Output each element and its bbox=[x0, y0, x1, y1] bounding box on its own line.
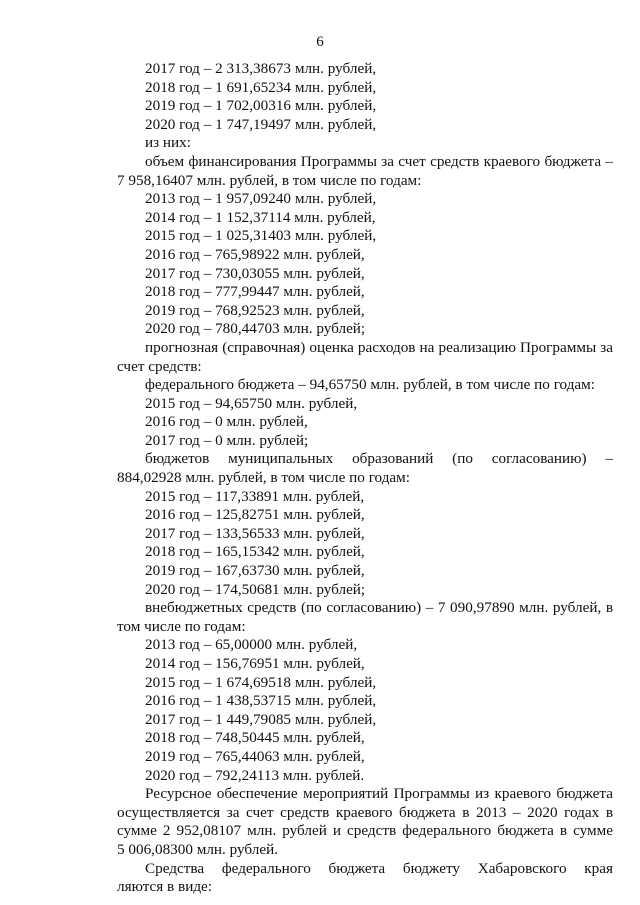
text-line: 2013 год – 65,00000 млн. рублей, bbox=[145, 636, 358, 654]
page-number: 6 bbox=[316, 34, 324, 50]
text-line: 2016 год – 0 млн. рублей, bbox=[145, 413, 308, 431]
text-line: 2018 год – 748,50445 млн. рублей, bbox=[145, 729, 365, 747]
text-line: 7 958,16407 млн. рублей, в том числе по годам: bbox=[117, 171, 422, 189]
text-line: том числе по годам: bbox=[117, 617, 246, 635]
text-line: Средства федерального бюджета бюджету Хабаровского края bbox=[145, 859, 613, 877]
text-line: счет средств: bbox=[117, 357, 202, 375]
text-line: 2015 год – 117,33891 млн. рублей, bbox=[145, 487, 365, 505]
text-line: Ресурсное обеспечение мероприятий Программы из краевого бюджета bbox=[145, 785, 613, 803]
text-line: 2017 год – 2 313,38673 млн. рублей, bbox=[145, 60, 377, 77]
text-line: 2019 год – 1 702,00316 млн. рублей, bbox=[145, 97, 377, 115]
text-line: 2013 год – 1 957,09240 млн. рублей, bbox=[145, 190, 377, 208]
text-line: 2020 год – 174,50681 млн. рублей; bbox=[145, 580, 366, 598]
text-line: 2017 год – 133,56533 млн. рублей, bbox=[145, 524, 365, 542]
text-line: 2015 год – 94,65750 млн. рублей, bbox=[145, 394, 358, 412]
text-line: сумме 2 952,08107 млн. рублей и средств федерального бюджета в сумме bbox=[117, 822, 613, 840]
text-line: 2020 год – 792,24113 млн. рублей. bbox=[145, 766, 365, 784]
text-line: 2018 год – 777,99447 млн. рублей, bbox=[145, 283, 365, 301]
text-line: 2017 год – 730,03055 млн. рублей, bbox=[145, 264, 365, 282]
text-line: 2018 год – 1 691,65234 млн. рублей, bbox=[145, 78, 377, 96]
text-line: 2015 год – 1 674,69518 млн. рублей, bbox=[145, 673, 377, 691]
text-line: 2016 год – 125,82751 млн. рублей, bbox=[145, 506, 365, 524]
text-line: 2016 год – 765,98922 млн. рублей, bbox=[145, 245, 365, 263]
text-line: 2014 год – 1 152,37114 млн. рублей, bbox=[145, 208, 376, 226]
text-line: из них: bbox=[145, 134, 191, 152]
text-line: 2017 год – 0 млн. рублей; bbox=[145, 431, 309, 449]
text-line: прогнозная (справочная) оценка расходов на реализацию Программы за bbox=[145, 338, 613, 356]
text-line: 2020 год – 1 747,19497 млн. рублей, bbox=[145, 115, 377, 133]
text-line: 2015 год – 1 025,31403 млн. рублей, bbox=[145, 227, 377, 245]
text-line: ляются в виде: bbox=[117, 878, 213, 896]
text-line: 5 006,08300 млн. рублей. bbox=[117, 840, 279, 858]
text-line: 2019 год – 765,44063 млн. рублей, bbox=[145, 747, 365, 765]
text-line: 2017 год – 1 449,79085 млн. рублей, bbox=[145, 710, 377, 728]
text-line: 2016 год – 1 438,53715 млн. рублей, bbox=[145, 692, 377, 710]
text-line: 2018 год – 165,15342 млн. рублей, bbox=[145, 543, 365, 561]
text-line: 2014 год – 156,76951 млн. рублей, bbox=[145, 655, 365, 672]
text-line: 2019 год – 167,63730 млн. рублей, bbox=[145, 562, 365, 580]
document-body bbox=[117, 60, 613, 897]
text-line: объем финансирования Программы за счет средств краевого бюджета – bbox=[145, 152, 613, 170]
text-line: 884,02928 млн. рублей, в том числе по годам: bbox=[117, 469, 410, 487]
text-line: внебюджетных средств (по согласованию) – 7 090,97890 млн. рублей, в bbox=[145, 599, 613, 617]
text-line: 2020 год – 780,44703 млн. рублей; bbox=[145, 320, 366, 338]
text-line: федерального бюджета – 94,65750 млн. рублей, в том числе по годам: bbox=[145, 376, 596, 394]
text-line: 2019 год – 768,92523 млн. рублей, bbox=[145, 301, 365, 319]
text-line: осуществляется за счет средств краевого бюджета в 2013 – 2020 годах в bbox=[117, 803, 613, 821]
text-line: бюджетов муниципальных образований (по согласованию) – bbox=[145, 450, 613, 468]
